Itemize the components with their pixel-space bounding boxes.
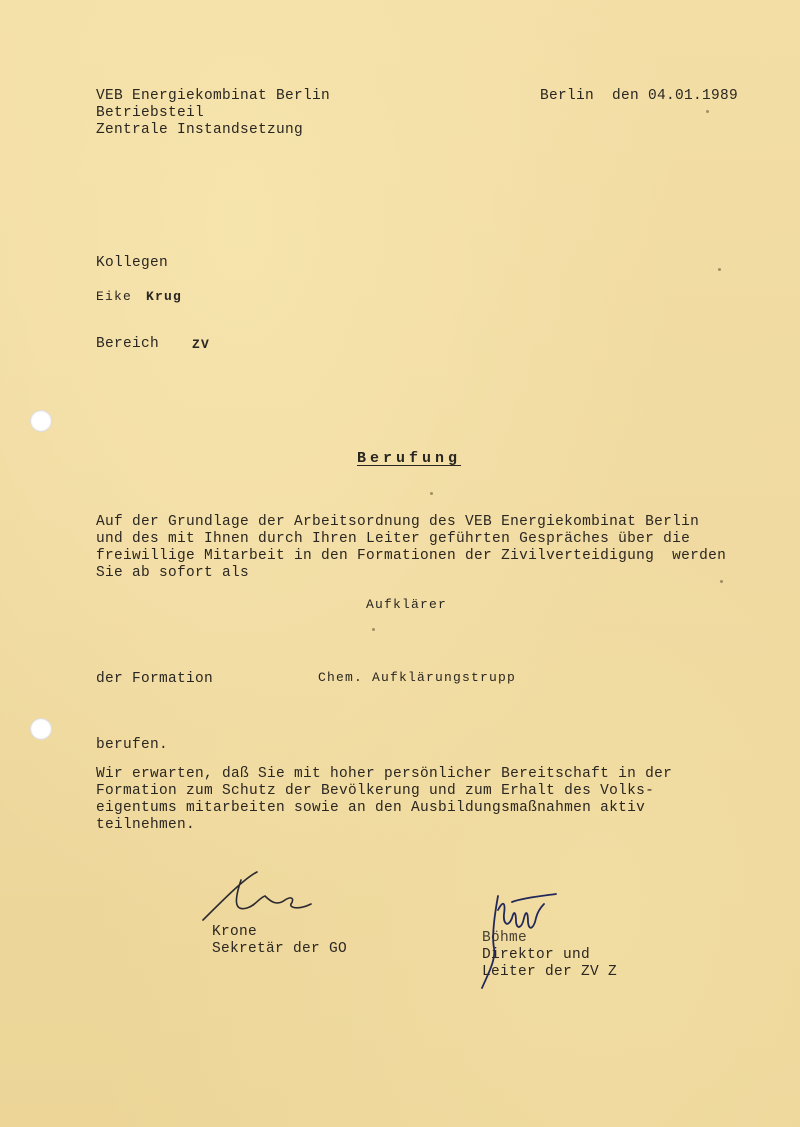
berufen-text: berufen. bbox=[96, 737, 169, 753]
punch-hole-bottom bbox=[30, 718, 52, 740]
signer-left-title: Sekretär der GO bbox=[212, 941, 348, 957]
sender-line-1: VEB Energiekombinat Berlin bbox=[96, 88, 331, 104]
body-line-1: Auf der Grundlage der Arbeitsordnung des VEB Energiekombinat Berlin bbox=[96, 514, 700, 530]
body-p2-line-2: Formation zum Schutz der Bevölkerung und zum Erhalt des Volks- bbox=[96, 783, 655, 799]
paper-speck bbox=[372, 628, 375, 631]
paper-speck bbox=[706, 110, 709, 113]
role: Aufklärer bbox=[366, 597, 448, 612]
salutation: Kollegen bbox=[96, 255, 169, 271]
area-label: Bereich bbox=[96, 336, 160, 352]
sender-line-3: Zentrale Instandsetzung bbox=[96, 122, 304, 138]
formation-label: der Formation bbox=[96, 671, 214, 687]
body-line-3: freiwillige Mitarbeit in den Formationen der Zivilverteidigung werden bbox=[96, 548, 727, 564]
signer-right-name: Böhme bbox=[482, 930, 528, 946]
signer-left-name: Krone bbox=[212, 924, 258, 940]
body-p2-line-1: Wir erwarten, daß Sie mit hoher persönlicher Bereitschaft in der bbox=[96, 766, 673, 782]
signer-right-title-2: Leiter der ZV Z bbox=[482, 964, 618, 980]
recipient-first-name: Eike bbox=[96, 289, 133, 304]
body-line-4: Sie ab sofort als bbox=[96, 565, 250, 581]
signature-left bbox=[195, 868, 325, 928]
body-line-2: und des mit Ihnen durch Ihren Leiter geführten Gespräches über die bbox=[96, 531, 691, 547]
paper-speck bbox=[720, 580, 723, 583]
formation-value: Chem. Aufklärungstrupp bbox=[318, 670, 517, 685]
body-p2-line-4: teilnehmen. bbox=[96, 817, 196, 833]
paper-speck bbox=[718, 268, 721, 271]
paper-speck bbox=[430, 492, 433, 495]
area-value: ZV bbox=[192, 337, 211, 352]
document-title: Berufung bbox=[357, 450, 462, 467]
sender-line-2: Betriebsteil bbox=[96, 105, 205, 121]
body-p2-line-3: eigentums mitarbeiten sowie an den Ausbildungsmaßnahmen aktiv bbox=[96, 800, 646, 816]
signer-right-title-1: Direktor und bbox=[482, 947, 591, 963]
signature-right bbox=[472, 888, 572, 993]
recipient-last-name: Krug bbox=[146, 289, 183, 304]
punch-hole-top bbox=[30, 410, 52, 432]
place-date: Berlin den 04.01.1989 bbox=[540, 88, 739, 104]
